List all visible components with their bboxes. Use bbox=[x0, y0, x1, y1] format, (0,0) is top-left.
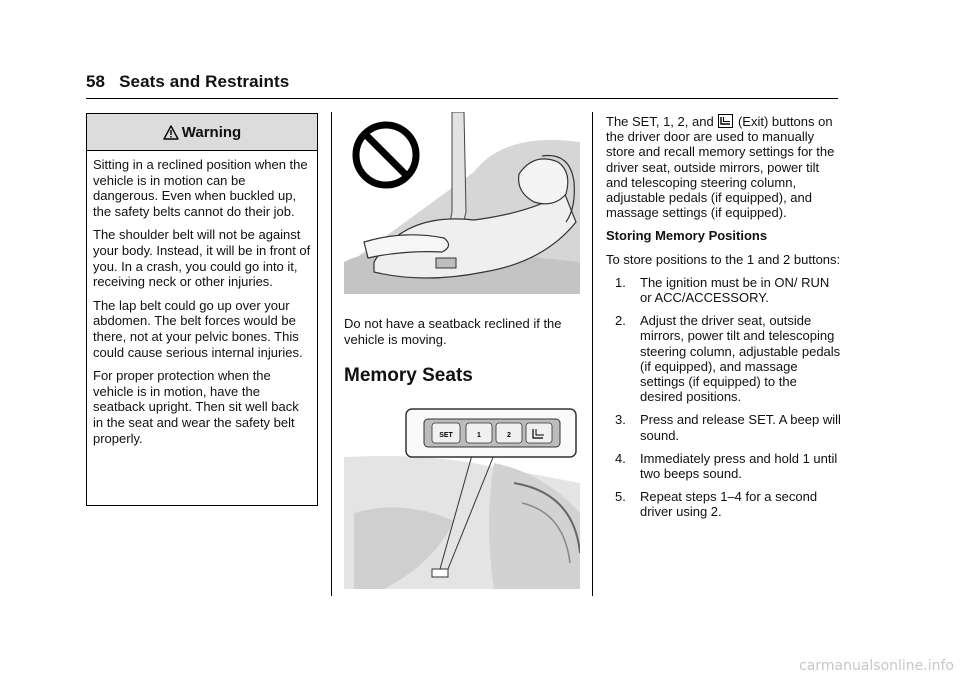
page-number: 58 bbox=[86, 72, 106, 91]
warning-paragraph: For proper protection when the vehicle is in motion, have the seatback upright. Then sit well back in the seat and wear the safety belt properly. bbox=[93, 368, 299, 446]
memory-intro-paragraph bbox=[606, 114, 842, 220]
set-button-label: SET bbox=[439, 432, 453, 440]
reclined-seat-illustration bbox=[344, 112, 580, 294]
list-item: 3. Press and release SET. A beep will sound. bbox=[615, 412, 841, 443]
page-header bbox=[86, 72, 838, 92]
section-title-header: Seats and Restraints bbox=[119, 72, 290, 91]
warning-body bbox=[87, 151, 317, 446]
button-2-label: 2 bbox=[507, 432, 511, 440]
illustration-caption: Do not have a seatback reclined if the vehicle is moving. bbox=[344, 316, 562, 347]
list-item: 1. The ignition must be in ON/ RUN or ACC/ACCESSORY. bbox=[615, 274, 830, 306]
list-item: 5. Repeat steps 1–4 for a second driver using 2. bbox=[615, 489, 818, 520]
steps-lead: To store positions to the 1 and 2 buttons: bbox=[606, 251, 841, 267]
prohibition-icon bbox=[356, 125, 416, 185]
intro-text-after-icon: (Exit) buttons on the driver door are used to manually store and recall memory settings for the driver seat, outside mirrors, power tilt and telescoping steering column, adjustable pedals (if equipped), and massage settings (if equipped). bbox=[606, 114, 835, 221]
memory-buttons-illustration bbox=[344, 403, 580, 589]
button-1-label: 1 bbox=[477, 432, 481, 440]
storing-memory-heading: Storing Memory Positions bbox=[606, 228, 768, 244]
warning-header bbox=[87, 114, 317, 151]
warning-paragraph: Sitting in a reclined position when the vehicle is in motion can be dangerous. Even when buckled up, the safety belts cannot do their job. bbox=[93, 157, 308, 219]
steps-list bbox=[606, 275, 842, 520]
header-rule bbox=[86, 98, 838, 99]
column-divider-right bbox=[592, 112, 593, 596]
warning-title: Warning bbox=[181, 123, 242, 141]
warning-box bbox=[86, 113, 318, 506]
watermark: carmanualsonline.info bbox=[799, 658, 954, 674]
middle-column bbox=[344, 112, 580, 589]
list-item: 4. Immediately press and hold 1 until two beeps sound. bbox=[615, 450, 838, 482]
warning-paragraph: The shoulder belt will not be against your body. Instead, it will be in front of you. In a crash, you could go into it, receiving neck or other injuries. bbox=[93, 227, 311, 290]
column-divider-left bbox=[331, 112, 332, 596]
intro-text-before-icon: The SET, 1, 2, and bbox=[606, 114, 714, 129]
memory-seats-heading: Memory Seats bbox=[344, 365, 473, 387]
right-column bbox=[606, 114, 842, 528]
list-item: 2. Adjust the driver seat, outside mirrors, power tilt and telescoping steering column, adjustable pedals (if equipped), and massage settings (if equipped) to the desired positions. bbox=[615, 313, 841, 405]
warning-triangle-icon bbox=[163, 125, 179, 140]
warning-paragraph: The lap belt could go up over your abdomen. The belt forces would be there, not at your pelvic bones. This could cause serious internal injuries. bbox=[93, 297, 303, 360]
exit-seat-icon bbox=[718, 114, 733, 128]
